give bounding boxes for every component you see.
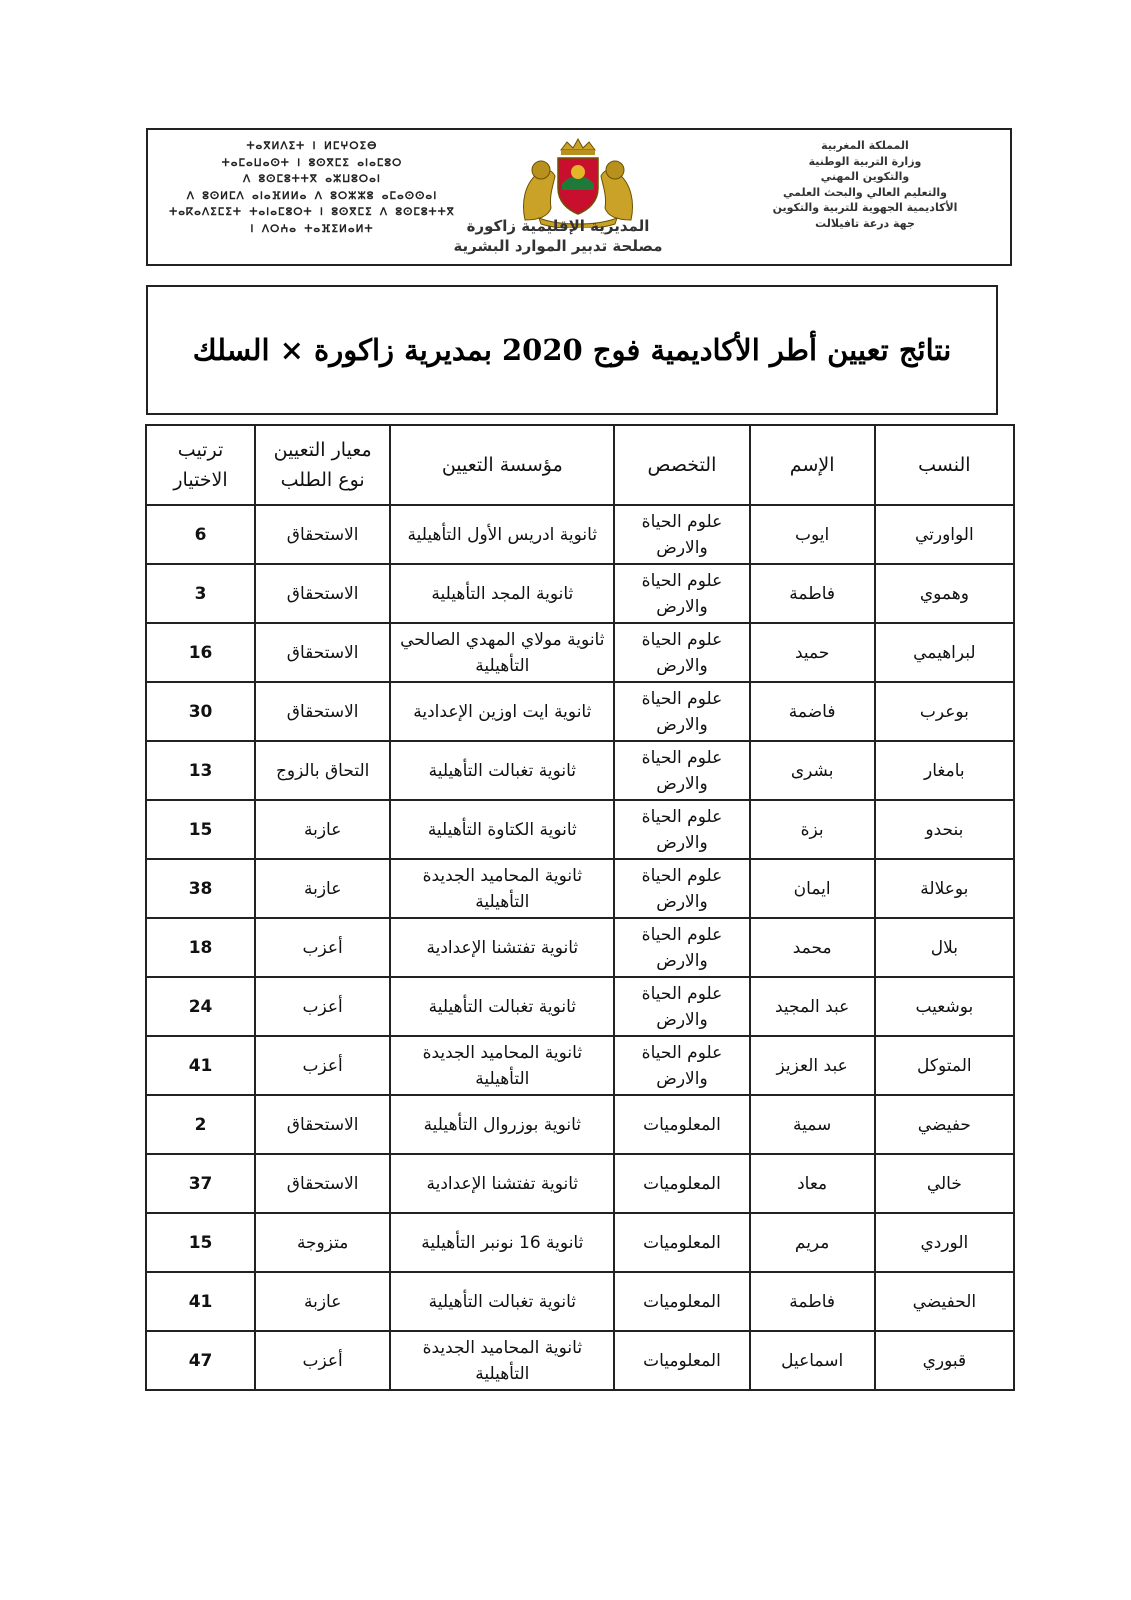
cell-nasab: وهموي xyxy=(875,564,1014,623)
cell-nasab: المتوكل xyxy=(875,1036,1014,1095)
cell-institution: ثانوية تغبالت التأهيلية xyxy=(390,741,614,800)
cell-institution: ثانوية 16 نونبر التأهيلية xyxy=(390,1213,614,1272)
header-criterion-line1: معيار التعيين xyxy=(273,439,372,461)
cell-criterion: الاستحقاق xyxy=(255,1095,390,1154)
cell-criterion: متزوجة xyxy=(255,1213,390,1272)
cell-institution: ثانوية المحاميد الجديدة التأهيلية xyxy=(390,859,614,918)
cell-institution: ثانوية ايت اوزين الإعدادية xyxy=(390,682,614,741)
cell-takhassus: المعلوميات xyxy=(614,1095,749,1154)
table-row xyxy=(146,564,1014,623)
cell-ism: فاطمة xyxy=(750,1272,875,1331)
letterhead-arabic-line: وزارة التربية الوطنية xyxy=(808,154,922,168)
cell-nasab: حفيضي xyxy=(875,1095,1014,1154)
cell-criterion: الاستحقاق xyxy=(255,564,390,623)
cell-nasab: بنحدو xyxy=(875,800,1014,859)
cell-criterion: أعزب xyxy=(255,1036,390,1095)
letterhead-arabic-line: الأكاديمية الجهوية للتربية والتكوين xyxy=(772,201,958,214)
cell-ism: سمية xyxy=(750,1095,875,1154)
cell-ism: ايمان xyxy=(750,859,875,918)
page-title: نتائج تعيين أطر الأكاديمية فوج 2020 بمديرية زاكورة × السلك xyxy=(192,333,952,367)
table-row xyxy=(146,623,1014,682)
cell-ism: مريم xyxy=(750,1213,875,1272)
table-row xyxy=(146,1213,1014,1272)
directorate-name: المديرية الإقليمية زاكورة xyxy=(466,217,650,235)
letterhead-tifinagh-line: ⵜⴰⴳⵍⴷⵉⵜ ⵏ ⵍⵎⵖⵔⵉⴱ xyxy=(246,140,378,152)
cell-takhassus: علوم الحياة والارض xyxy=(614,564,749,623)
cell-nasab: لبراهيمي xyxy=(875,623,1014,682)
cell-rank: 37 xyxy=(146,1154,255,1213)
header-rank xyxy=(146,425,255,505)
header-rank-line2: الاختيار xyxy=(173,469,228,491)
cell-rank: 24 xyxy=(146,977,255,1036)
cell-ism: ايوب xyxy=(750,505,875,564)
cell-nasab: بلال xyxy=(875,918,1014,977)
header-nasab: النسب xyxy=(875,425,1014,505)
cell-institution: ثانوية تفتشنا الإعدادية xyxy=(390,1154,614,1213)
letterhead-arabic-line: والتعليم العالي والبحث العلمي xyxy=(783,185,947,199)
cell-rank: 2 xyxy=(146,1095,255,1154)
cell-institution: ثانوية ادريس الأول التأهيلية xyxy=(390,505,614,564)
cell-nasab: الحفيضي xyxy=(875,1272,1014,1331)
cell-ism: حميد xyxy=(750,623,875,682)
results-table xyxy=(145,424,1015,1391)
header-takhassus: التخصص xyxy=(614,425,749,505)
table-header-row xyxy=(146,425,1014,505)
cell-takhassus: المعلوميات xyxy=(614,1213,749,1272)
table-row xyxy=(146,505,1014,564)
cell-takhassus: علوم الحياة والارض xyxy=(614,977,749,1036)
header-criterion xyxy=(255,425,390,505)
cell-takhassus: علوم الحياة والارض xyxy=(614,800,749,859)
letterhead-tifinagh-line: ⵜⴰⵎⴰⵡⴰⵙⵜ ⵏ ⵓⵙⴳⵎⵉ ⴰⵏⴰⵎⵓⵔ xyxy=(221,156,403,169)
cell-takhassus: علوم الحياة والارض xyxy=(614,505,749,564)
cell-institution: ثانوية بوزروال التأهيلية xyxy=(390,1095,614,1154)
cell-rank: 18 xyxy=(146,918,255,977)
title-box xyxy=(146,285,998,415)
cell-ism: بشرى xyxy=(750,741,875,800)
header-rank-line1: ترتيب xyxy=(177,439,224,461)
cell-takhassus: علوم الحياة والارض xyxy=(614,741,749,800)
cell-institution: ثانوية الكتاوة التأهيلية xyxy=(390,800,614,859)
cell-institution: ثانوية تغبالت التأهيلية xyxy=(390,1272,614,1331)
table-row xyxy=(146,1095,1014,1154)
cell-institution: ثانوية المحاميد الجديدة التأهيلية xyxy=(390,1036,614,1095)
cell-takhassus: المعلوميات xyxy=(614,1272,749,1331)
cell-rank: 16 xyxy=(146,623,255,682)
cell-ism: بزة xyxy=(750,800,875,859)
letterhead-arabic-line: المملكة المغربية xyxy=(821,139,909,152)
cell-nasab: بوشعيب xyxy=(875,977,1014,1036)
cell-rank: 41 xyxy=(146,1036,255,1095)
cell-ism: عبد العزيز xyxy=(750,1036,875,1095)
cell-nasab: قبوري xyxy=(875,1331,1014,1390)
cell-takhassus: علوم الحياة والارض xyxy=(614,682,749,741)
cell-criterion: عازبة xyxy=(255,800,390,859)
cell-ism: فاضمة xyxy=(750,682,875,741)
table-row xyxy=(146,1154,1014,1213)
cell-takhassus: علوم الحياة والارض xyxy=(614,859,749,918)
cell-criterion: عازبة xyxy=(255,1272,390,1331)
cell-criterion: عازبة xyxy=(255,859,390,918)
cell-rank: 15 xyxy=(146,1213,255,1272)
cell-ism: معاد xyxy=(750,1154,875,1213)
letterhead-tifinagh-line: ⴷ ⵓⵙⵎⵓⵜⵜⴳ ⴰⵣⵡⵓⵔⴰⵏ xyxy=(242,173,382,185)
cell-criterion: أعزب xyxy=(255,1331,390,1390)
cell-ism: فاطمة xyxy=(750,564,875,623)
table-row xyxy=(146,859,1014,918)
cell-nasab: الوردي xyxy=(875,1213,1014,1272)
table-row xyxy=(146,918,1014,977)
cell-rank: 3 xyxy=(146,564,255,623)
table-row xyxy=(146,1036,1014,1095)
service-name: مصلحة تدبير الموارد البشرية xyxy=(453,237,663,255)
cell-rank: 47 xyxy=(146,1331,255,1390)
header-ism: الإسم xyxy=(750,425,875,505)
cell-criterion: أعزب xyxy=(255,918,390,977)
cell-institution: ثانوية تفتشنا الإعدادية xyxy=(390,918,614,977)
table-row xyxy=(146,977,1014,1036)
letterhead-tifinagh-line: ⴷ ⵓⵙⵍⵎⴷ ⴰⵏⴰⴼⵍⵍⴰ ⴷ ⵓⵔⵣⵣⵓ ⴰⵎⴰⵙⵙⴰⵏ xyxy=(186,189,438,202)
cell-criterion: الاستحقاق xyxy=(255,1154,390,1213)
letterhead-arabic-block xyxy=(750,138,980,231)
cell-criterion: الاستحقاق xyxy=(255,682,390,741)
cell-ism: محمد xyxy=(750,918,875,977)
cell-takhassus: المعلوميات xyxy=(614,1154,749,1213)
cell-takhassus: علوم الحياة والارض xyxy=(614,918,749,977)
cell-nasab: بوعلالة xyxy=(875,859,1014,918)
cell-rank: 15 xyxy=(146,800,255,859)
cell-rank: 38 xyxy=(146,859,255,918)
moroccan-coat-of-arms-emblem xyxy=(503,136,653,228)
cell-nasab: بامغار xyxy=(875,741,1014,800)
cell-nasab: خالي xyxy=(875,1154,1014,1213)
cell-takhassus: علوم الحياة والارض xyxy=(614,1036,749,1095)
header-institution: مؤسسة التعيين xyxy=(390,425,614,505)
cell-criterion: التحاق بالزوج xyxy=(255,741,390,800)
cell-institution: ثانوية مولاي المهدي الصالحي التأهيلية xyxy=(390,623,614,682)
cell-institution: ثانوية المجد التأهيلية xyxy=(390,564,614,623)
header-criterion-line2: نوع الطلب xyxy=(280,469,365,491)
cell-takhassus: المعلوميات xyxy=(614,1331,749,1390)
table-row xyxy=(146,800,1014,859)
letterhead-arabic-line: والتكوين المهني xyxy=(820,170,910,183)
cell-institution: ثانوية المحاميد الجديدة التأهيلية xyxy=(390,1331,614,1390)
table-row xyxy=(146,682,1014,741)
cell-criterion: الاستحقاق xyxy=(255,623,390,682)
table-row xyxy=(146,1331,1014,1390)
cell-rank: 30 xyxy=(146,682,255,741)
table-row xyxy=(146,741,1014,800)
cell-criterion: أعزب xyxy=(255,977,390,1036)
cell-ism: عبد المجيد xyxy=(750,977,875,1036)
cell-rank: 6 xyxy=(146,505,255,564)
table-row xyxy=(146,1272,1014,1331)
cell-nasab: بوعرب xyxy=(875,682,1014,741)
letterhead-tifinagh-line: ⵏ ⴷⵔⵄⴰ ⵜⴰⴼⵉⵍⴰⵍⵜ xyxy=(250,222,374,235)
cell-rank: 13 xyxy=(146,741,255,800)
cell-nasab: الواورتي xyxy=(875,505,1014,564)
cell-ism: اسماعيل xyxy=(750,1331,875,1390)
letterhead-tifinagh-line: ⵜⴰⴽⴰⴷⵉⵎⵉⵜ ⵜⴰⵏⴰⵎⵓⵔⵜ ⵏ ⵓⵙⴳⵎⵉ ⴷ ⵓⵙⵎⵓⵜⵜⴳ xyxy=(169,206,455,218)
cell-institution: ثانوية تغبالت التأهيلية xyxy=(390,977,614,1036)
letterhead-directorate xyxy=(378,216,738,256)
letterhead-arabic-line: جهة درعة تافيلالت xyxy=(815,216,915,230)
cell-rank: 41 xyxy=(146,1272,255,1331)
cell-criterion: الاستحقاق xyxy=(255,505,390,564)
letterhead xyxy=(146,128,1012,266)
cell-takhassus: علوم الحياة والارض xyxy=(614,623,749,682)
